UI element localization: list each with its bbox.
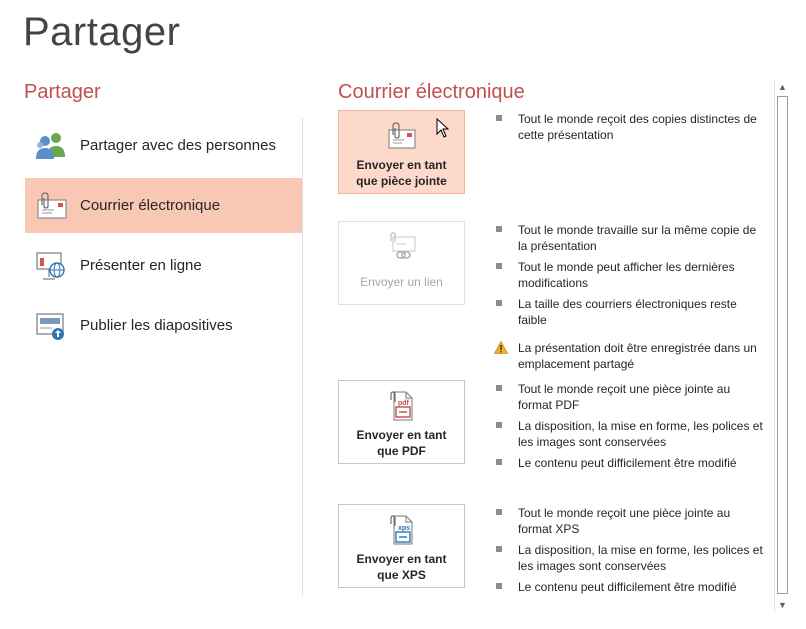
detail-bullet (494, 111, 766, 143)
nav-item-label: Présenter en ligne (80, 257, 202, 274)
attachment-icon (386, 119, 418, 153)
xps-details (494, 505, 766, 600)
scroll-up-arrow-icon[interactable]: ▲ (778, 81, 787, 92)
detail-bullet (494, 381, 766, 413)
present-online-icon (30, 249, 72, 283)
nav-item-label: Partager avec des personnes (80, 137, 276, 154)
option-label: Envoyer en tant que pièce jointe (356, 158, 447, 188)
send-link-button[interactable] (338, 221, 465, 305)
xps-icon (386, 513, 418, 547)
bullet-square-icon (496, 422, 502, 428)
bullet-square-icon (496, 115, 502, 121)
link-icon (386, 230, 418, 264)
bullet-text: Tout le monde reçoit une pièce jointe au format PDF (518, 382, 731, 412)
bullet-square-icon (496, 583, 502, 589)
detail-bullet (494, 579, 766, 595)
publish-slides-icon (30, 309, 72, 343)
nav-item-label: Courrier électronique (80, 197, 221, 214)
people-icon (30, 129, 72, 163)
bullet-square-icon (496, 459, 502, 465)
link-details (494, 222, 766, 377)
send-as-pdf-button[interactable] (338, 380, 465, 464)
bullet-square-icon (496, 385, 502, 391)
pdf-details (494, 381, 766, 476)
page-title: Partager (23, 10, 181, 54)
warning-icon (494, 341, 508, 354)
bullet-square-icon (496, 546, 502, 552)
warning-bullet (494, 340, 766, 372)
bullet-text: La disposition, la mise en forme, les polices et les images sont conservées (518, 419, 763, 449)
mouse-cursor-icon (436, 118, 450, 138)
nav-item-share-with-people[interactable] (25, 118, 302, 173)
nav-item-publish-slides[interactable] (25, 298, 302, 353)
bullet-square-icon (496, 300, 502, 306)
bullet-square-icon (496, 226, 502, 232)
bullet-square-icon (496, 509, 502, 515)
bullet-text: La disposition, la mise en forme, les polices et les images sont conservées (518, 543, 763, 573)
bullet-text: Le contenu peut difficilement être modifié (518, 456, 737, 470)
svg-text:xps: xps (397, 525, 410, 532)
attachment-details (494, 111, 766, 148)
nav-item-present-online[interactable] (25, 238, 302, 293)
bullet-text: La taille des courriers électroniques reste faible (518, 297, 737, 327)
detail-bullet (494, 259, 766, 291)
bullet-text: Tout le monde reçoit des copies distinctes de cette présentation (518, 112, 757, 142)
option-label: Envoyer en tant que PDF (356, 428, 447, 458)
pdf-icon (386, 389, 418, 423)
scrollbar-thumb[interactable] (777, 96, 788, 594)
warning-text: La présentation doit être enregistrée dans un emplacement partagé (518, 341, 757, 371)
detail-bullet (494, 505, 766, 537)
left-section-title: Partager (24, 81, 101, 103)
share-nav (25, 118, 302, 358)
option-label: Envoyer en tant que XPS (356, 552, 447, 582)
scroll-down-arrow-icon[interactable]: ▼ (778, 599, 787, 610)
detail-bullet (494, 418, 766, 450)
nav-item-label: Publier les diapositives (80, 317, 233, 334)
detail-bullet (494, 222, 766, 254)
email-icon (30, 189, 72, 223)
svg-text:pdf: pdf (397, 400, 409, 407)
send-as-xps-button[interactable] (338, 504, 465, 588)
bullet-square-icon (496, 263, 502, 269)
bullet-text: Tout le monde peut afficher les dernières modifications (518, 260, 735, 290)
detail-bullet (494, 542, 766, 574)
section-divider (302, 118, 303, 596)
bullet-text: Le contenu peut difficilement être modifié (518, 580, 737, 594)
bullet-text: Tout le monde reçoit une pièce jointe au format XPS (518, 506, 731, 536)
right-section-title: Courrier électronique (338, 81, 525, 103)
detail-bullet (494, 296, 766, 328)
vertical-scrollbar[interactable] (774, 79, 790, 612)
detail-bullet (494, 455, 766, 471)
nav-item-email[interactable] (25, 178, 302, 233)
bullet-text: Tout le monde travaille sur la même copie de la présentation (518, 223, 757, 253)
option-label: Envoyer un lien (360, 275, 443, 289)
